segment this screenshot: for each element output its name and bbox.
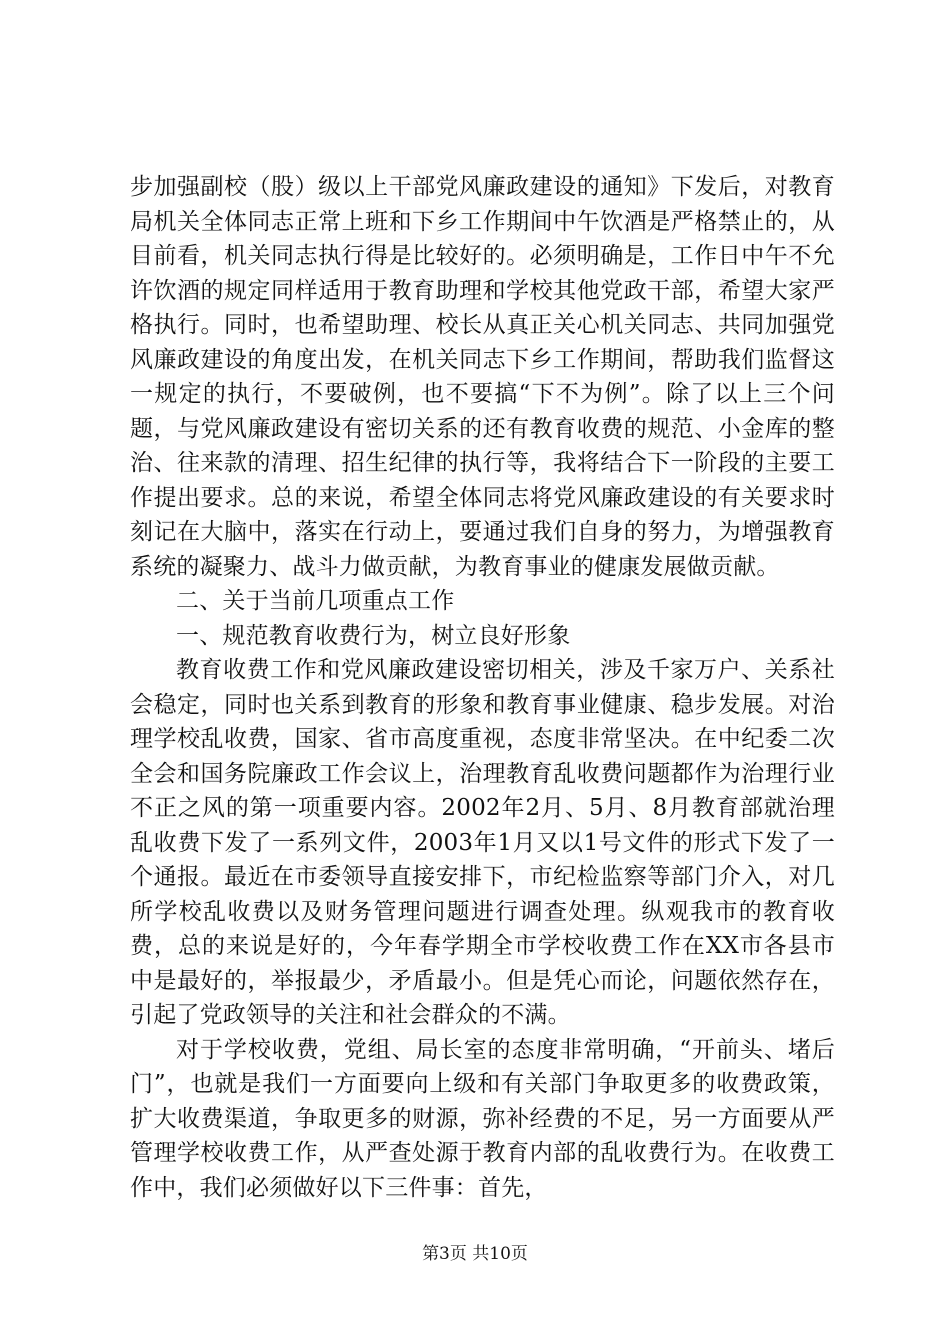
document-body: [130, 170, 835, 1205]
section-heading-key-work: 二、关于当前几项重点工作: [176, 588, 455, 614]
page-number-footer: 第3页 共10页: [422, 1244, 528, 1264]
paragraph-education-fees: 教育收费工作和党风廉政建设密切相关，涉及千家万户、关系社会稳定，同时也关系到教育的形象和教育事业健康、稳步发展。对治理学校乱收费，国家、省市高度重视，态度非常坚决。在中纪委二次全会和国务院廉政工作会议上，治理教育乱收费问题都作为治理行业不正之风的第一项重要内容。2002年2月、5月、8月教育部就治理乱收费下发了一系列文件，2003年1月又以1号文件的形式下发了一个通报。最近在市委领导直接安排下，市纪检监察等部门介入，对几所学校乱收费以及财务管理问题进行调查处理。纵观我市的教育收费，总的来说是好的，今年春学期全市学校收费工作在XX市各县市中是最好的，举报最少，矛盾最小。但是凭心而论，问题依然存在，引起了党政领导的关注和社会群众的不满。: [130, 657, 835, 1028]
paragraph-fee-policy: 对于学校收费，党组、局长室的态度非常明确，“开前头、堵后门”，也就是我们一方面要向上级和有关部门争取更多的收费政策，扩大收费渠道，争取更多的财源，弥补经费的不足，另一方面要从严管理学校收费工作，从严查处源于教育内部的乱收费行为。在收费工作中，我们必须做好以下三件事：首先，: [130, 1036, 835, 1201]
subsection-heading-fees: 一、规范教育收费行为，树立良好形象: [176, 622, 571, 649]
paragraph-continuation: 步加强副校（股）级以上干部党风廉政建设的通知》下发后，对教育局机关全体同志正常上班和下乡工作期间中午饮酒是严格禁止的，从目前看，机关同志执行得是比较好的。必须明确是，工作日中午不允许饮酒的规定同样适用于教育助理和学校其他党政干部，希望大家严格执行。同时，也希望助理、校长从真正关心机关同志、共同加强党风廉政建设的角度出发，在机关同志下乡工作期间，帮助我们监督这一规定的执行，不要破例，也不要搞“下不为例”。除了以上三个问题，与党风廉政建设有密切关系的还有教育收费的规范、小金库的整治、往来款的清理、招生纪律的执行等，我将结合下一阶段的主要工作提出要求。总的来说，希望全体同志将党风廉政建设的有关要求时刻记在大脑中，落实在行动上，要通过我们自身的努力，为增强教育系统的凝聚力、战斗力做贡献，为教育事业的健康发展做贡献。: [130, 174, 835, 580]
